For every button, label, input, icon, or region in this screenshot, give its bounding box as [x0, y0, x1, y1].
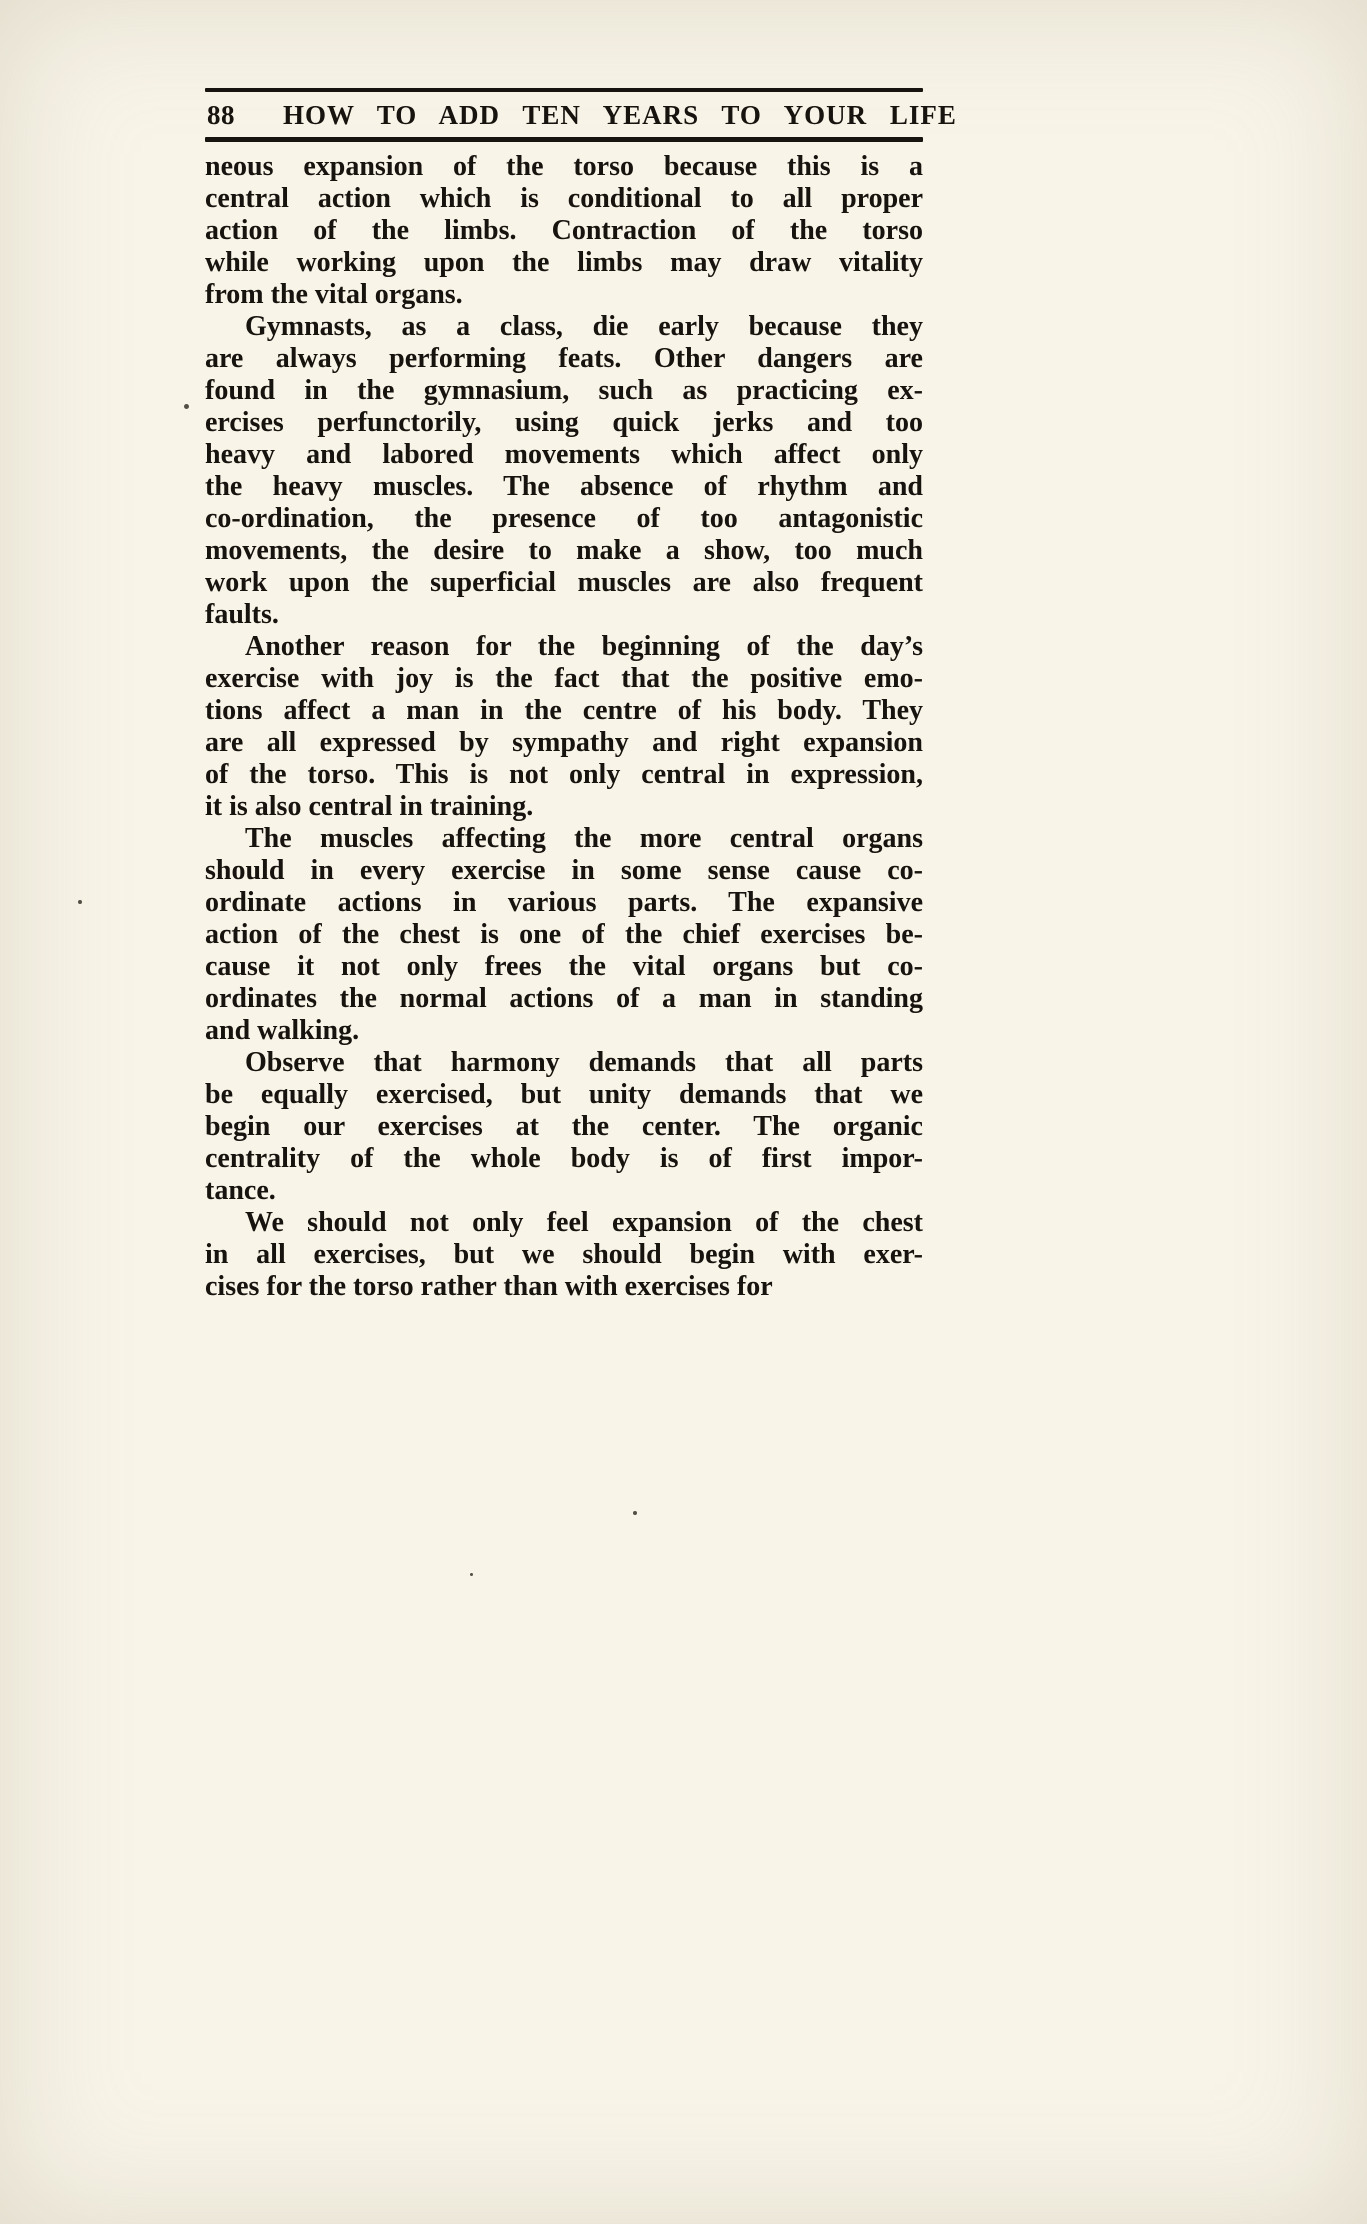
text-line: while working upon the limbs may draw vitality [205, 247, 923, 278]
scan-artifact [184, 404, 189, 409]
text-line: and walking. [205, 1015, 360, 1046]
text-line: are always performing feats. Other dangers are [205, 343, 923, 374]
text-line: faults. [205, 599, 279, 630]
header-rule-bottom [205, 137, 923, 142]
text-line: cause it not only frees the vital organs but co- [205, 951, 923, 982]
running-head [205, 98, 957, 132]
text-line: tance. [205, 1175, 276, 1206]
text-line: neous expansion of the torso because this is a [205, 151, 923, 182]
text-line: are all expressed by sympathy and right expansion [205, 727, 923, 758]
text-line: in all exercises, but we should begin with exer- [205, 1239, 923, 1270]
text-line: exercise with joy is the fact that the positive emo- [205, 663, 923, 694]
text-line: be equally exercised, but unity demands that we [205, 1079, 923, 1110]
text-block [205, 151, 923, 1303]
text-line: Gymnasts, as a class, die early because they [245, 311, 923, 342]
scan-artifact [470, 1573, 473, 1576]
running-title: HOW TO ADD TEN YEARS TO YOUR LIFE [283, 100, 957, 130]
text-line: centrality of the whole body is of first impor- [205, 1143, 923, 1174]
text-line: action of the limbs. Contraction of the torso [205, 215, 923, 246]
text-line: Observe that harmony demands that all parts [245, 1047, 923, 1078]
scan-artifact [633, 1511, 637, 1515]
page-header [205, 88, 957, 142]
text-line: it is also central in training. [205, 791, 534, 822]
paragraph [205, 1207, 923, 1303]
paragraph [205, 151, 923, 311]
page-content [205, 88, 957, 1303]
text-line: We should not only feel expansion of the chest [245, 1207, 923, 1238]
text-line: found in the gymnasium, such as practicing ex- [205, 375, 923, 406]
text-line: the heavy muscles. The absence of rhythm and [205, 471, 923, 502]
text-line: work upon the superficial muscles are also frequent [205, 567, 923, 598]
paragraph [205, 311, 923, 631]
text-line: should in every exercise in some sense cause co- [205, 855, 923, 886]
text-line: co-ordination, the presence of too antagonistic [205, 503, 923, 534]
paragraph [205, 631, 923, 823]
text-line: Another reason for the beginning of the day’s [245, 631, 923, 662]
text-line: movements, the desire to make a show, too much [205, 535, 923, 566]
text-line: action of the chest is one of the chief exercises be- [205, 919, 923, 950]
text-line: ordinates the normal actions of a man in standing [205, 983, 923, 1014]
paragraph [205, 1047, 923, 1207]
text-line: central action which is conditional to all proper [205, 183, 923, 214]
header-rule-top [205, 88, 923, 92]
text-line: ercises perfunctorily, using quick jerks and too [205, 407, 923, 438]
text-line: from the vital organs. [205, 279, 463, 310]
page-number: 88 [207, 100, 235, 130]
scan-artifact [78, 900, 82, 904]
paragraph [205, 823, 923, 1047]
text-line: heavy and labored movements which affect only [205, 439, 923, 470]
text-line: ordinate actions in various parts. The expansive [205, 887, 923, 918]
text-line: tions affect a man in the centre of his body. They [205, 695, 923, 726]
text-line: of the torso. This is not only central in expression, [205, 759, 923, 790]
text-line: begin our exercises at the center. The organic [205, 1111, 923, 1142]
text-line: cises for the torso rather than with exercises for [205, 1271, 773, 1302]
text-line: The muscles affecting the more central organs [245, 823, 923, 854]
